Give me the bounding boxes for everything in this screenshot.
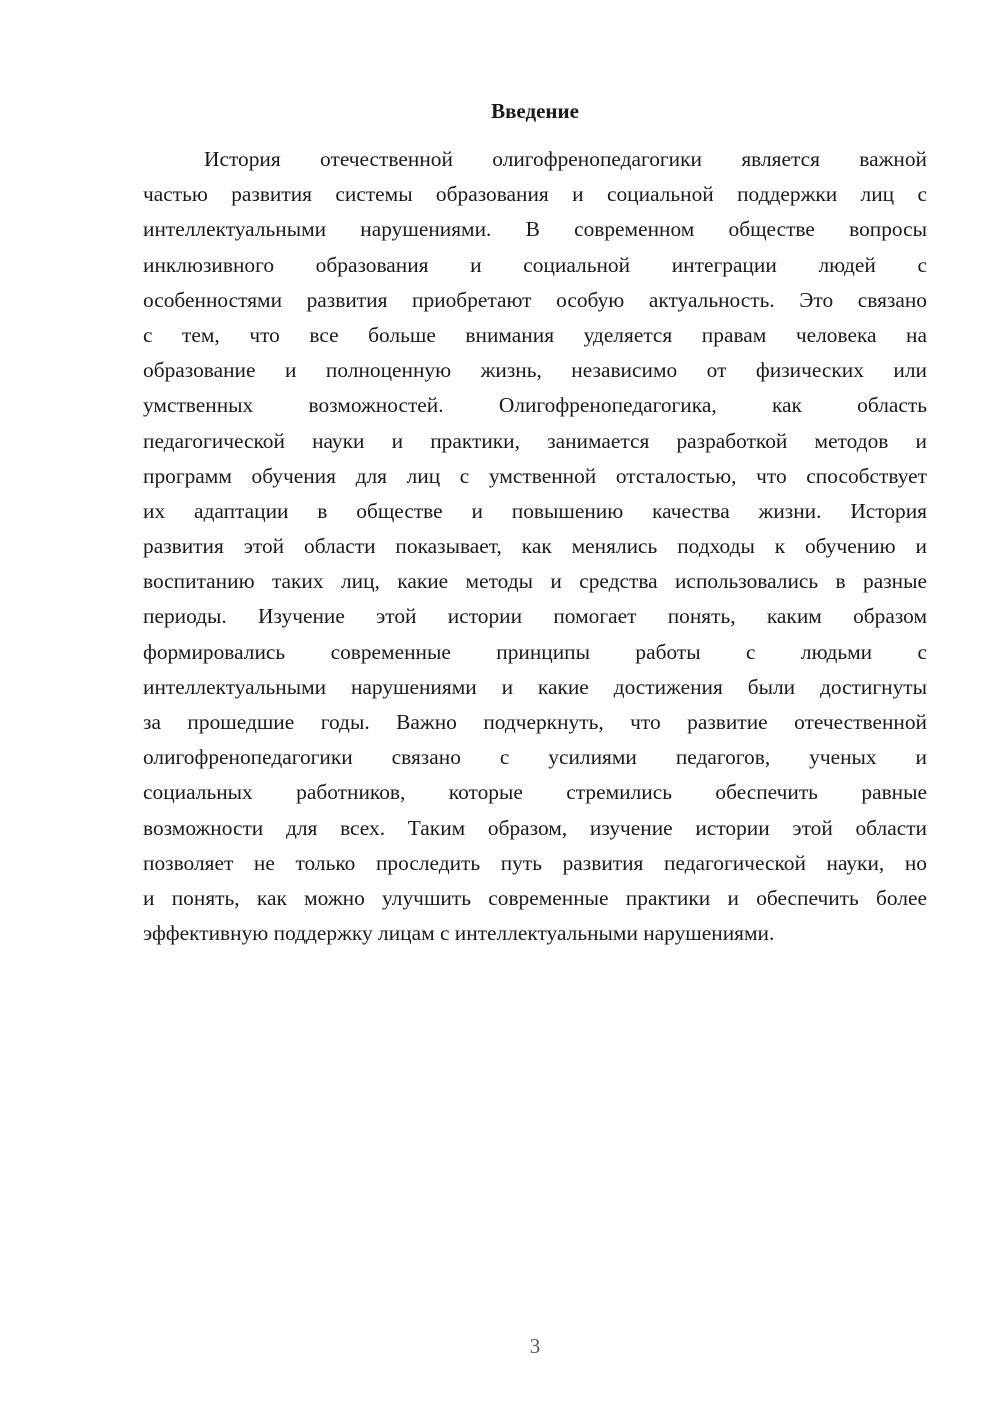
paragraph-line: умственных возможностей. Олигофренопедагогика, как область (143, 393, 927, 418)
paragraph-line: педагогической науки и практики, занимается разработкой методов и (143, 428, 927, 453)
paragraph-line: развития этой области показывает, как менялись подходы к обучению и (143, 534, 927, 559)
paragraph-line: и понять, как можно улучшить современные практики и обеспечить более (143, 885, 927, 910)
page-number: 3 (529, 1334, 541, 1358)
paragraph-line: за прошедшие годы. Важно подчеркнуть, что развитие отечественной (143, 710, 927, 734)
paragraph-line: формировались современные принципы работы с людьми с (143, 639, 927, 664)
paragraph-line: позволяет не только проследить путь развития педагогической науки, но (143, 850, 927, 875)
paragraph-line: образование и полноценную жизнь, независимо от физических или (143, 358, 927, 383)
paragraph-line: воспитанию таких лиц, какие методы и средства использовались в разные (143, 569, 927, 594)
paragraph-line: История отечественной олигофренопедагогики является важной (204, 147, 927, 171)
paragraph-line: программ обучения для лиц с умственной отсталостью, что способствует (143, 463, 927, 488)
intro-paragraph (143, 142, 927, 951)
paragraph-line: интеллектуальными нарушениями. В современном обществе вопросы (143, 217, 927, 242)
paragraph-line: особенностями развития приобретают особую актуальность. Это связано (143, 287, 927, 312)
paragraph-line: интеллектуальными нарушениями и какие достижения были достигнуты (143, 674, 927, 699)
paragraph-line: периоды. Изучение этой истории помогает понять, каким образом (143, 604, 927, 629)
paragraph-line: частью развития системы образования и социальной поддержки лиц с (143, 182, 927, 207)
paragraph-line: возможности для всех. Таким образом, изучение истории этой области (143, 815, 927, 840)
paragraph-line: инклюзивного образования и социальной интеграции людей с (143, 252, 927, 277)
paragraph-line: социальных работников, которые стремились обеспечить равные (143, 780, 927, 805)
paragraph-line: с тем, что все больше внимания уделяется правам человека на (143, 322, 927, 347)
paragraph-line: олигофренопедагогики связано с усилиями педагогов, ученых и (143, 745, 927, 770)
paragraph-line: эффективную поддержку лицам с интеллектуальными нарушениями. (143, 921, 775, 946)
section-heading: Введение (491, 99, 579, 123)
paragraph-line: их адаптации в обществе и повышению качества жизни. История (143, 498, 927, 523)
